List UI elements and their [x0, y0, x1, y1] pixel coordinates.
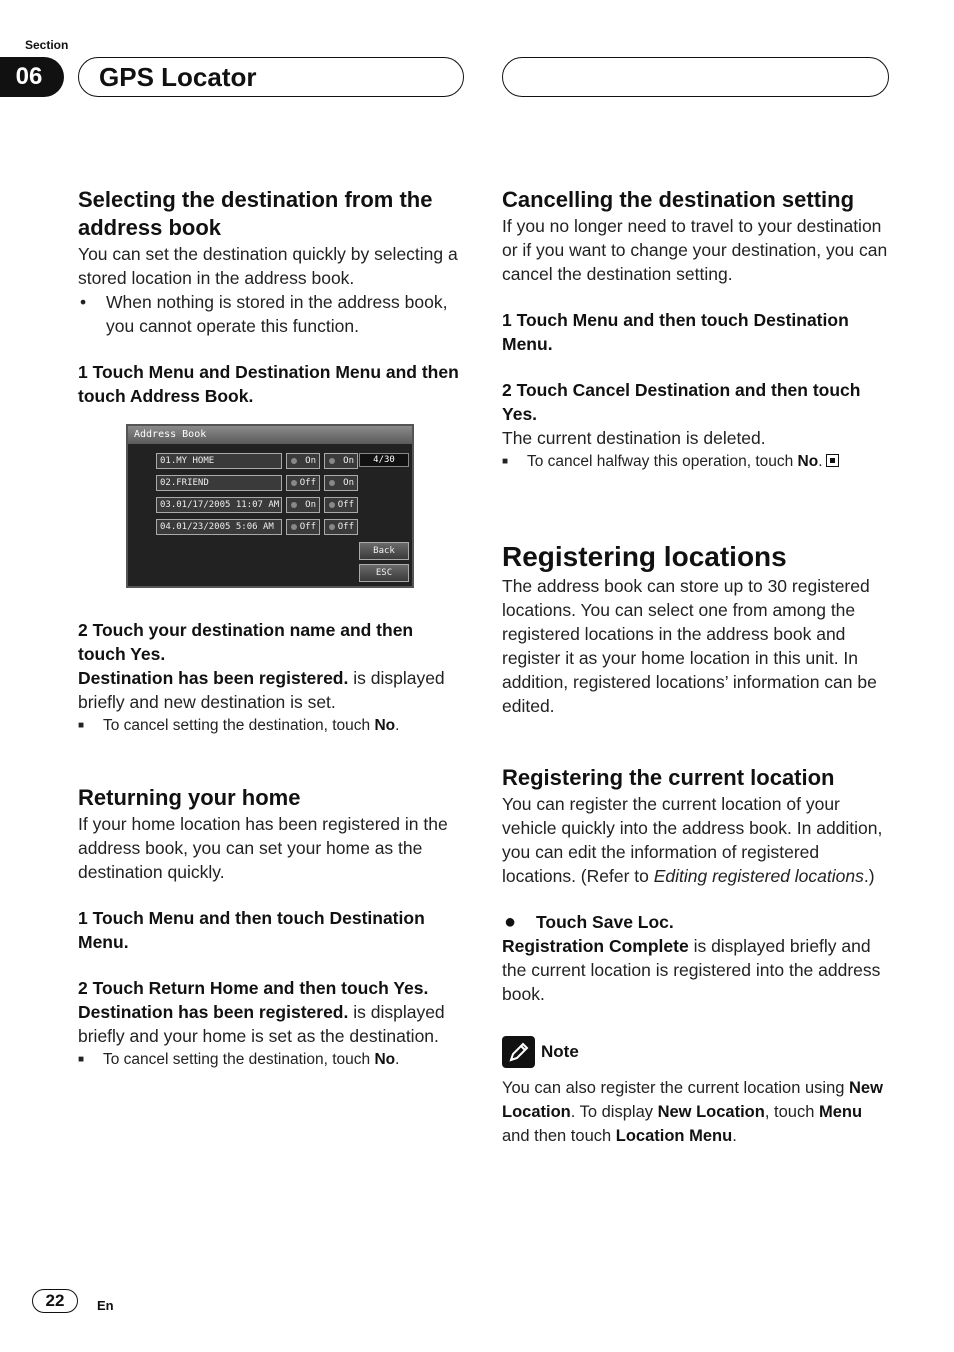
- result-bold: Destination has been registered.: [78, 1002, 349, 1022]
- square-bullet-icon: ■: [78, 720, 85, 731]
- note-label: Note: [541, 1042, 579, 1061]
- right-column: [502, 186, 888, 1148]
- section-label: Section: [25, 38, 69, 52]
- end-of-section-icon: [826, 454, 839, 467]
- screen-toggle: On: [286, 497, 320, 513]
- step-2: 2 Touch Return Home and then touch Yes.: [78, 978, 429, 998]
- body-text: The address book can store up to 30 registered locations. You can select one from among the registered locations in the address book and register it as your home location in this unit. In addition, registered locations’ information can be edited.: [502, 576, 877, 716]
- screen-toggle: Off: [324, 497, 358, 513]
- bullet-text: When nothing is stored in the address book, you cannot operate this function.: [106, 292, 448, 336]
- step-bullet: [502, 910, 888, 934]
- screen-toggle: Off: [324, 519, 358, 535]
- result-bold: Destination has been registered.: [78, 668, 349, 688]
- screen-esc-button: ESC: [359, 564, 409, 582]
- screen-toggle: On: [324, 475, 358, 491]
- screen-count: 4/30: [359, 453, 409, 467]
- note-header: [502, 1036, 888, 1068]
- page-number: 22: [32, 1289, 78, 1313]
- language-code: En: [97, 1298, 114, 1313]
- square-bullet-icon: ■: [78, 1054, 85, 1065]
- left-column: [78, 186, 464, 1072]
- heading-registering-current-location: Registering the current location: [502, 765, 835, 790]
- result-bold: Registration Complete: [502, 936, 689, 956]
- step-1: 1 Touch Menu and Destination Menu and then touch Address Book.: [78, 362, 459, 406]
- note-bullet-text: To cancel setting the destination, touch No.: [103, 1051, 400, 1068]
- chapter-title-text: GPS Locator: [99, 61, 257, 92]
- intro-text: If you no longer need to travel to your destination or if you want to change your destination, you can cancel the destination setting.: [502, 216, 888, 284]
- screen-row-name: 02.FRIEND: [156, 475, 282, 491]
- result-text: The current destination is deleted.: [502, 428, 766, 448]
- result-rest: is displayed briefly and new destination is set.: [78, 668, 445, 712]
- step-text: Touch Save Loc.: [536, 912, 674, 932]
- note-bullet-text: To cancel setting the destination, touch No.: [103, 717, 400, 734]
- cross-reference: Editing registered locations: [653, 866, 864, 886]
- section-number: 06: [0, 57, 64, 97]
- screen-row-name: 04.01/23/2005 5:06 AM: [156, 519, 282, 535]
- chapter-title: [78, 57, 464, 97]
- note-bullet: [78, 1048, 464, 1072]
- step-1: 1 Touch Menu and then touch Destination Menu.: [502, 310, 849, 354]
- heading-returning-home: Returning your home: [78, 785, 301, 810]
- screen-toggle: On: [286, 453, 320, 469]
- result-text: [502, 934, 888, 1006]
- step-1: 1 Touch Menu and then touch Destination Menu.: [78, 908, 425, 952]
- body-text: You can register the current location of your vehicle quickly into the address book. In addition, you can edit the information of registered locations. (Refer to Editing registered locations.): [502, 794, 883, 886]
- square-bullet-icon: ■: [502, 456, 509, 467]
- note-bullet: [78, 714, 464, 738]
- screen-toggle: On: [324, 453, 358, 469]
- screen-toggle: Off: [286, 519, 320, 535]
- step-2: 2 Touch Cancel Destination and then touch Yes.: [502, 380, 861, 424]
- result-text: [78, 666, 464, 714]
- note-bullet: [502, 450, 888, 474]
- bullet-dot-icon: •: [80, 292, 87, 312]
- heading-select-from-address-book: Selecting the destination from the address book: [78, 187, 433, 240]
- result-rest: is displayed briefly and the current location is registered into the address book.: [502, 936, 881, 1004]
- screen-title: Address Book: [128, 426, 412, 444]
- note-pencil-icon: [502, 1036, 535, 1068]
- screen-back-button: Back: [359, 542, 409, 560]
- header-blank-pill: [502, 57, 889, 97]
- result-rest: is displayed briefly and your home is set as the destination.: [78, 1002, 445, 1046]
- note-text: You can also register the current location using New Location. To display New Location, touch Menu and then touch Location Menu.: [502, 1079, 883, 1145]
- intro-text: You can set the destination quickly by selecting a stored location in the address book.: [78, 244, 458, 288]
- step-2: 2 Touch your destination name and then touch Yes.: [78, 620, 414, 664]
- screen-row-name: 01.MY HOME: [156, 453, 282, 469]
- screen-toggle: Off: [286, 475, 320, 491]
- step-dot-icon: ●: [504, 911, 517, 933]
- heading-cancelling-destination: Cancelling the destination setting: [502, 187, 855, 212]
- note-bullet-text: To cancel halfway this operation, touch No.: [527, 450, 839, 474]
- heading-registering-locations: Registering locations: [502, 541, 787, 572]
- intro-text: If your home location has been registered in the address book, you can set your home as the destination quickly.: [78, 814, 448, 882]
- screen-row-name: 03.01/17/2005 11:07 AM: [156, 497, 282, 513]
- bullet-item: [78, 290, 464, 338]
- address-book-screenshot: [126, 424, 414, 588]
- result-text: [78, 1000, 464, 1048]
